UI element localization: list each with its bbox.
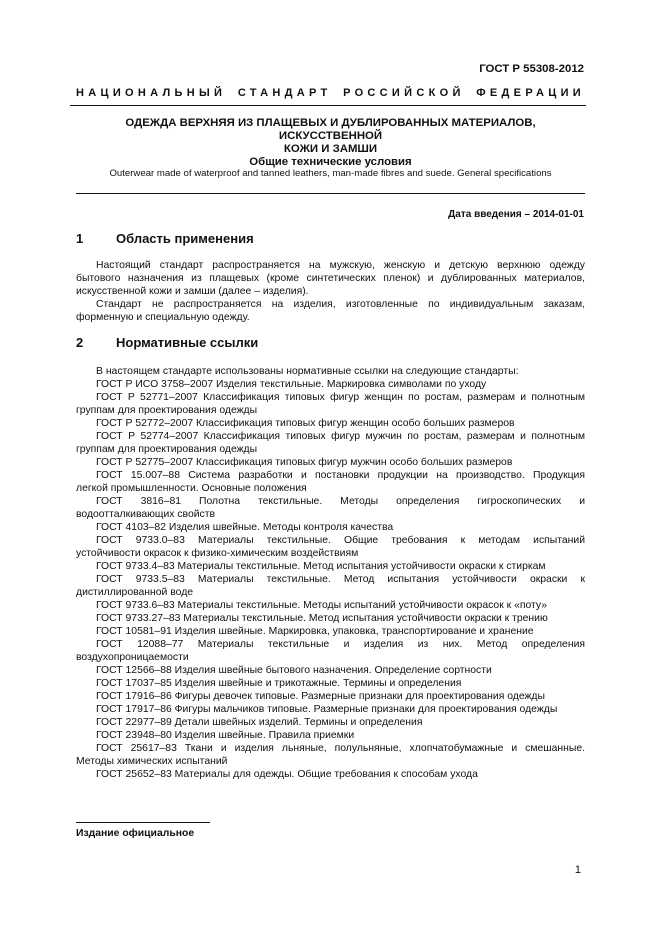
reference-line: ГОСТ Р ИСО 3758–2007 Изделия текстильные. Маркировка символами по уходу xyxy=(96,379,487,390)
reference-line: ГОСТ 9733.4–83 Материалы текстильные. Метод испытания устойчивости окраски к стиркам xyxy=(96,561,546,572)
reference-line: ГОСТ 12088–77 Материалы текстильные и изделия из них. Метод определения xyxy=(96,639,585,650)
title-line: КОЖИ И ЗАМШИ xyxy=(283,143,378,155)
reference-line: ГОСТ 9733.5–83 Материалы текстильные. Метод испытания устойчивости окраски к xyxy=(96,574,585,585)
reference-line: водоотталкивающих свойств xyxy=(76,509,216,520)
introduction-date: Дата введения – 2014-01-01 xyxy=(448,209,584,220)
reference-line: ГОСТ Р 52775–2007 Классификация типовых фигур мужчин особо больших размеров xyxy=(96,457,513,468)
reference-line: устойчивости окрасок к физико-химическим воздействиям xyxy=(76,548,359,559)
title-rule xyxy=(76,193,585,194)
reference-line: группам для проектирования одежды xyxy=(76,405,258,416)
document-title xyxy=(76,117,585,169)
banner-word: ФЕДЕРАЦИИ xyxy=(476,87,585,99)
reference-line: ГОСТ 4103–82 Изделия швейные. Методы контроля качества xyxy=(96,522,394,533)
reference-line: Методы химических испытаний xyxy=(76,756,228,767)
reference-line: легкой промышленности. Основные положения xyxy=(76,483,307,494)
reference-line: ГОСТ Р 52772–2007 Классификация типовых фигур женщин особо больших размеров xyxy=(96,418,515,429)
section-2-heading xyxy=(76,336,258,349)
reference-line: ГОСТ 22977–89 Детали швейных изделий. Термины и определения xyxy=(96,717,423,728)
reference-line: группам для проектирования одежды xyxy=(76,444,258,455)
reference-line: ГОСТ 9733.0–83 Материалы текстильные. Общие требования к методам испытаний xyxy=(96,535,585,546)
text-line: бытового назначения из плащевых (кроме синтетических пленок) и дублированных материалов, xyxy=(76,273,585,284)
page-number: 1 xyxy=(574,864,581,876)
section-1-body xyxy=(76,259,585,324)
reference-line: ГОСТ 25617–83 Ткани и изделия льняные, полульняные, хлопчатобумажные и смешанные. xyxy=(96,743,585,754)
reference-line: ГОСТ 25652–83 Материалы для одежды. Общие требования к способам ухода xyxy=(96,769,478,780)
section-title: Нормативные ссылки xyxy=(116,335,259,350)
national-standard-banner xyxy=(76,87,585,100)
text-line: форменную и специальную одежду. xyxy=(76,312,250,323)
banner-word: РОССИЙСКОЙ xyxy=(343,87,465,99)
section-number: 2 xyxy=(76,335,84,350)
header-rule xyxy=(70,105,586,106)
banner-word: СТАНДАРТ xyxy=(237,87,332,99)
section-1-heading xyxy=(76,232,254,245)
section-2-body xyxy=(76,365,585,781)
english-title: Outerwear made of waterproof and tanned leathers, man-made fibres and suede. General specifications xyxy=(109,168,552,179)
reference-line: ГОСТ Р 52774–2007 Классификация типовых фигур мужчин по ростам, размерам и полнотным xyxy=(96,431,585,442)
reference-line: В настоящем стандарте использованы нормативные ссылки на следующие стандарты: xyxy=(96,366,519,377)
edition-label: Издание официальное xyxy=(76,828,195,839)
banner-word: НАЦИОНАЛЬНЫЙ xyxy=(76,87,227,99)
title-line: ОДЕЖДА ВЕРХНЯЯ ИЗ ПЛАЩЕВЫХ И ДУБЛИРОВАННЫХ МАТЕРИАЛОВ, ИСКУССТВЕННОЙ xyxy=(125,117,536,142)
footer-rule xyxy=(76,822,210,823)
text-line: Стандарт не распространяется на изделия, изготовленные по индивидуальным заказам, xyxy=(96,299,585,310)
section-number: 1 xyxy=(76,231,84,246)
reference-line: дистиллированной воде xyxy=(76,587,194,598)
document-number: ГОСТ Р 55308-2012 xyxy=(479,63,584,75)
reference-line: ГОСТ 17037–85 Изделия швейные и трикотажные. Термины и определения xyxy=(96,678,462,689)
reference-line: ГОСТ Р 52771–2007 Классификация типовых фигур женщин по ростам, размерам и полнотным xyxy=(96,392,585,403)
reference-line: ГОСТ 17916–86 Фигуры девочек типовые. Размерные признаки для проектирования одежды xyxy=(96,691,545,702)
title-subtitle: Общие технические условия xyxy=(249,156,412,168)
text-line: искусственной кожи и замши (далее – изделия). xyxy=(76,286,309,297)
reference-line: ГОСТ 3816–81 Полотна текстильные. Методы определения гигроскопических и xyxy=(96,496,585,507)
reference-line: ГОСТ 12566–88 Изделия швейные бытового назначения. Определение сортности xyxy=(96,665,492,676)
section-title: Область применения xyxy=(116,231,254,246)
reference-line: воздухопроницаемости xyxy=(76,652,189,663)
reference-line: ГОСТ 23948–80 Изделия швейные. Правила приемки xyxy=(96,730,355,741)
reference-line: ГОСТ 17917–86 Фигуры мальчиков типовые. Размерные признаки для проектирования одежды xyxy=(96,704,558,715)
reference-line: ГОСТ 9733.6–83 Материалы текстильные. Методы испытаний устойчивости окрасок к «поту» xyxy=(96,600,547,611)
text-line: Настоящий стандарт распространяется на мужскую, женскую и детскую верхнюю одежду xyxy=(96,260,585,271)
reference-line: ГОСТ 15.007–88 Система разработки и постановки продукции на производство. Продукция xyxy=(96,470,585,481)
reference-line: ГОСТ 10581–91 Изделия швейные. Маркировка, упаковка, транспортирование и хранение xyxy=(96,626,534,637)
reference-line: ГОСТ 9733.27–83 Материалы текстильные. Метод испытания устойчивости окраски к трению xyxy=(96,613,548,624)
